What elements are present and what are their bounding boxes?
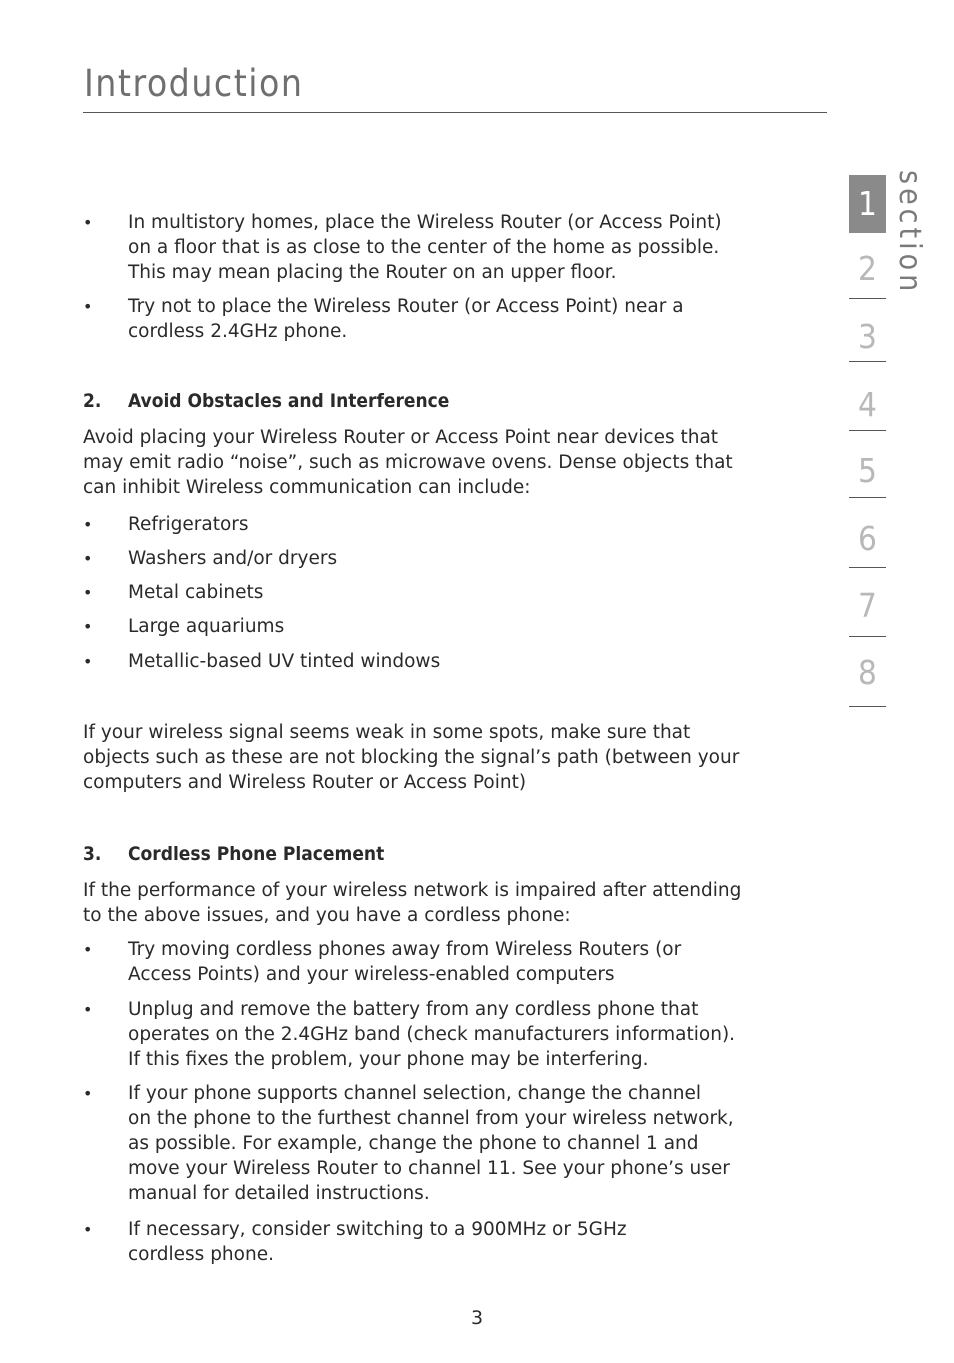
section-heading: 2. Avoid Obstacles and Interference: [83, 390, 450, 412]
divider: [849, 361, 886, 362]
section-label: section: [892, 170, 927, 296]
page-title: Introduction: [84, 62, 304, 105]
divider: [849, 706, 886, 707]
section-tab-7[interactable]: 7: [858, 586, 877, 625]
section-tab-2[interactable]: 2: [858, 249, 877, 288]
section-tab-4[interactable]: 4: [858, 385, 877, 424]
section-tab-6[interactable]: 6: [858, 519, 877, 558]
divider: [849, 430, 886, 431]
section-tab-8[interactable]: 8: [858, 653, 877, 692]
section-heading: 3. Cordless Phone Placement: [83, 843, 385, 865]
divider: [849, 636, 886, 637]
divider: [849, 497, 886, 498]
paragraph: If your wireless signal seems weak in some spots, make sure that objects such as these are not blocking the signal’s path (between your computers and Wireless Router or Access Point): [83, 722, 740, 793]
section-tab-5[interactable]: 5: [858, 451, 877, 490]
section-tab-3[interactable]: 3: [858, 317, 877, 356]
paragraph: Avoid placing your Wireless Router or Access Point near devices that may emit radio “noise”, such as microwave ovens. Dense objects that can inhibit Wireless communication can include:: [83, 427, 733, 498]
page-number: 3: [470, 1307, 484, 1329]
section-tab-1[interactable]: 1: [849, 175, 886, 233]
paragraph: If the performance of your wireless network is impaired after attending to the above issues, and you have a cordless phone:: [83, 880, 742, 926]
header-rule: [83, 112, 827, 113]
divider: [849, 298, 886, 299]
divider: [849, 567, 886, 568]
